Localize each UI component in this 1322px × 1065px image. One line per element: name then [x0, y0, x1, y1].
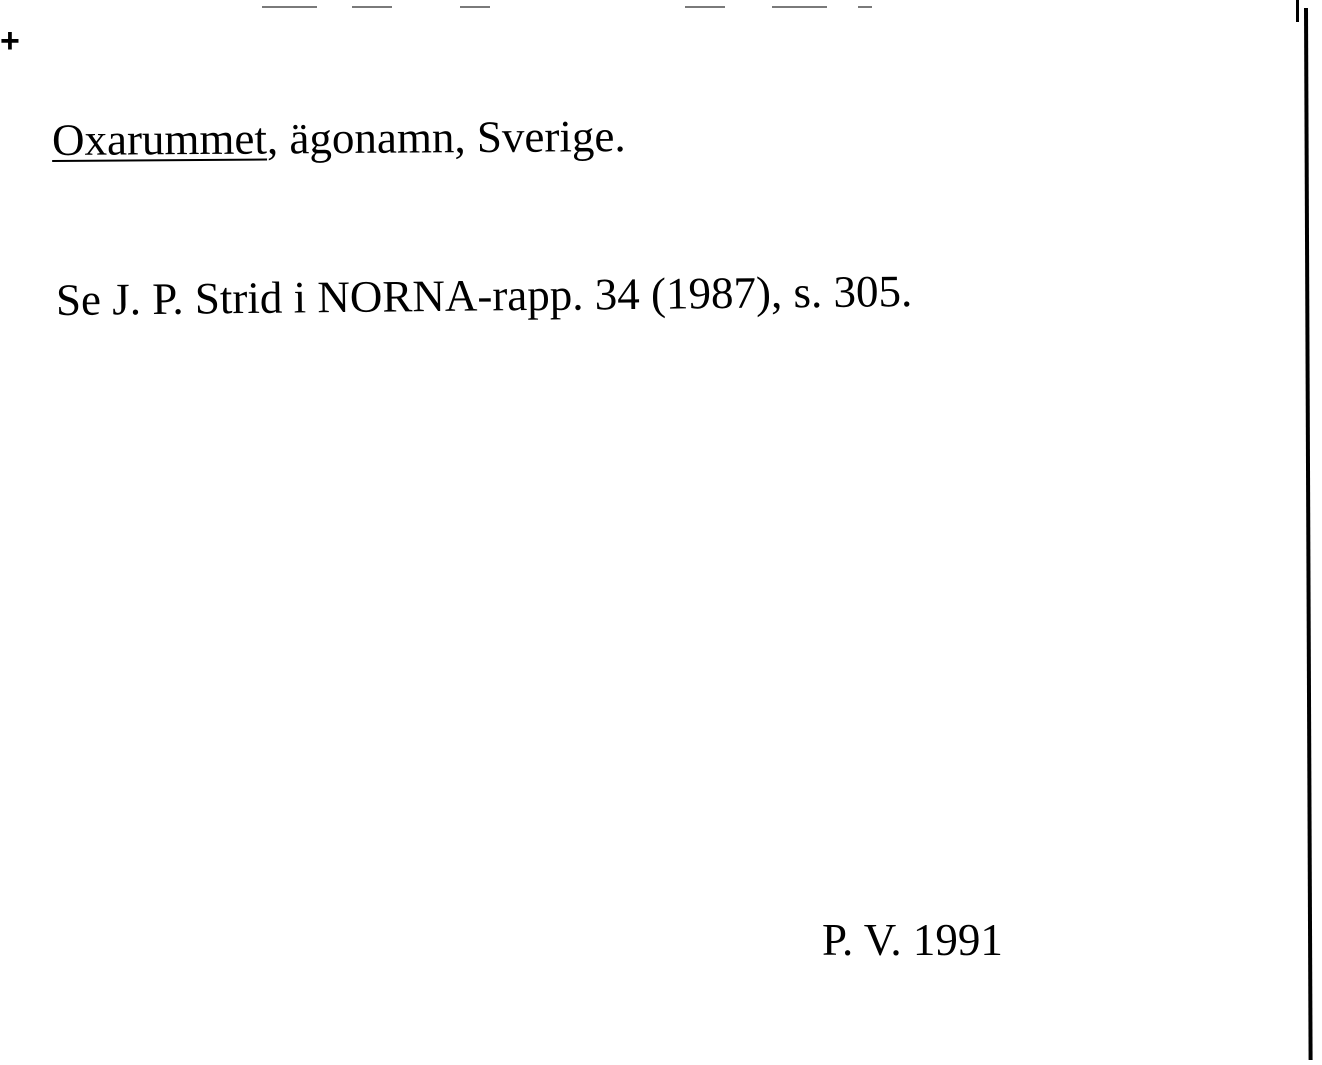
scan-artifact: [772, 6, 827, 8]
scan-artifact: [262, 6, 317, 8]
card-edge-tip: [1296, 0, 1299, 22]
source-reference: Se J. P. Strid i NORNA-rapp. 34 (1987), s. 305.: [55, 266, 913, 325]
author-signature: P. V. 1991: [822, 915, 1003, 965]
scan-artifact: [352, 6, 392, 8]
scan-artifact: [685, 6, 725, 8]
entry-heading: [52, 108, 626, 168]
scan-artifact: [460, 6, 490, 8]
headword-description: , ägonamn, Sverige.: [266, 110, 626, 164]
scan-artifact: [858, 6, 872, 8]
corner-plus-mark: +: [0, 22, 20, 60]
headword: Oxarummet: [51, 113, 268, 165]
card-right-edge: [1304, 8, 1313, 1060]
